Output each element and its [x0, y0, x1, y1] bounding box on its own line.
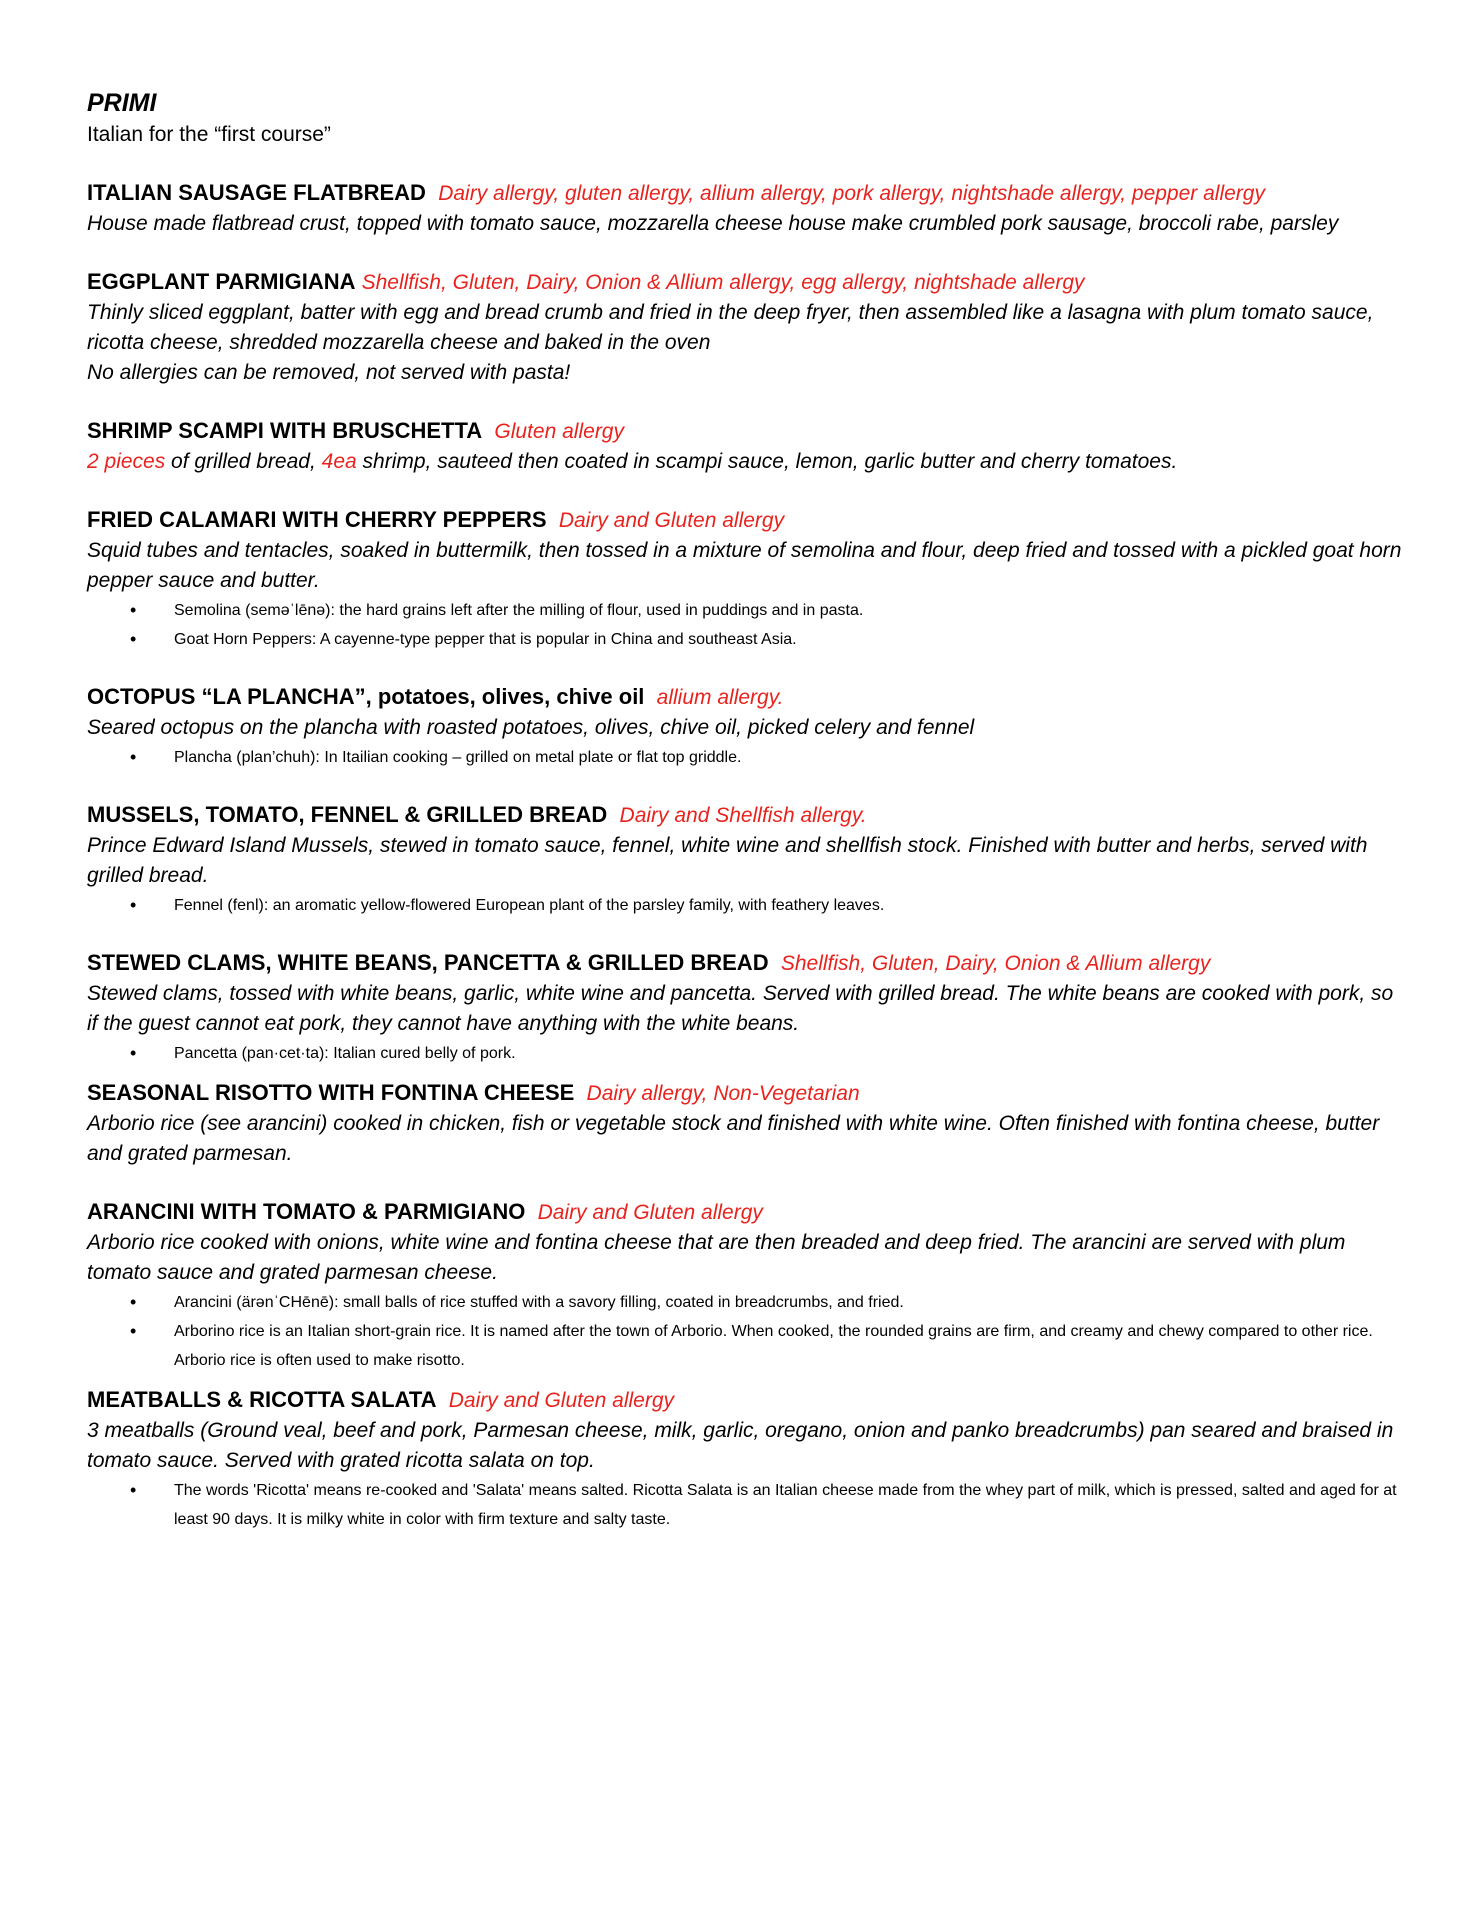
list-item: • Goat Horn Peppers: A cayenne-type pepper that is popular in China and southeast Asia.: [174, 625, 1407, 654]
dish-name: ARANCINI WITH TOMATO & PARMIGIANO: [87, 1199, 526, 1224]
menu-item-mussels: [87, 800, 1407, 920]
menu-item-stewed-clams: [87, 948, 1407, 1068]
menu-item-fried-calamari: [87, 505, 1407, 654]
notes-list: [87, 596, 1407, 654]
allergy-info: Dairy and Gluten allergy: [537, 1201, 763, 1224]
description-text: shrimp, sauteed then coated in scampi sauce, lemon, garlic butter and cherry tomatoes.: [356, 450, 1178, 473]
menu-item-eggplant-parmigiana: [87, 267, 1407, 388]
description-text: of grilled bread,: [165, 450, 322, 473]
list-item: • Arancini (ärənˈCHēnē): small balls of rice stuffed with a savory filling, coated in breadcrumbs, and fried.: [174, 1288, 1407, 1317]
menu-item-octopus: [87, 682, 1407, 772]
allergy-info: Shellfish, Gluten, Dairy, Onion & Allium allergy: [780, 952, 1211, 975]
notes-list: [87, 743, 1407, 772]
dish-description: Thinly sliced eggplant, batter with egg and bread crumb and fried in the deep fryer, then assembled like a lasagna with plum tomato sauce, ricotta cheese, shredded mozzarella cheese and baked in the oven: [87, 301, 1374, 354]
allergy-info: Dairy and Gluten allergy: [558, 509, 785, 532]
dish-name: STEWED CLAMS, WHITE BEANS, PANCETTA & GRILLED BREAD: [87, 950, 769, 975]
section-title: PRIMI: [87, 89, 157, 117]
dish-name: EGGPLANT PARMIGIANA: [87, 269, 356, 294]
menu-page: [87, 86, 1407, 1534]
portion-count: 2 pieces: [87, 450, 166, 473]
menu-item-arancini: [87, 1197, 1407, 1375]
dish-description: Prince Edward Island Mussels, stewed in tomato sauce, fennel, white wine and shellfish stock. Finished with butter and herbs, served with grilled bread.: [87, 834, 1368, 887]
allergy-info: allium allergy.: [656, 686, 784, 709]
allergy-info: Dairy and Gluten allergy: [448, 1389, 675, 1412]
menu-item-shrimp-scampi: [87, 416, 1407, 477]
dish-name: FRIED CALAMARI WITH CHERRY PEPPERS: [87, 507, 547, 532]
notes-list: [87, 891, 1407, 920]
list-item: • Semolina (seməˈlēnə): the hard grains left after the milling of flour, used in puddings and in pasta.: [174, 596, 1407, 625]
menu-item-meatballs: [87, 1385, 1407, 1534]
menu-item-seasonal-risotto: [87, 1078, 1407, 1169]
list-item: • Fennel (fenl): an aromatic yellow-flowered European plant of the parsley family, with feathery leaves.: [174, 891, 1407, 920]
allergy-info: Dairy allergy, gluten allergy, allium allergy, pork allergy, nightshade allergy, pepper allergy: [438, 182, 1265, 205]
section-subtitle: Italian for the “first course”: [87, 123, 331, 146]
list-item: • Plancha (plan’chuh): In Itailian cooking – grilled on metal plate or flat top griddle.: [174, 743, 1407, 772]
allergy-info: Dairy allergy, Non-Vegetarian: [586, 1082, 860, 1105]
list-item: • The words 'Ricotta' means re-cooked and 'Salata' means salted. Ricotta Salata is an Italian cheese made from the whey part of milk, which is pressed, salted and aged for at least 90 days. It is milky white in color with firm texture and salty taste.: [174, 1476, 1407, 1534]
allergy-info: Gluten allergy: [494, 420, 624, 443]
allergy-info: Shellfish, Gluten, Dairy, Onion & Allium allergy, egg allergy, nightshade allergy: [361, 271, 1085, 294]
dish-description: Arborio rice (see arancini) cooked in chicken, fish or vegetable stock and finished with white wine. Often finished with fontina cheese, butter and grated parmesan.: [87, 1112, 1380, 1165]
dish-name: ITALIAN SAUSAGE FLATBREAD: [87, 180, 426, 205]
dish-description: House made flatbread crust, topped with tomato sauce, mozzarella cheese house make crumbled pork sausage, broccoli rabe, parsley: [87, 212, 1339, 235]
notes-list: [87, 1288, 1407, 1375]
dish-description: Seared octopus on the plancha with roasted potatoes, olives, chive oil, picked celery and fennel: [87, 716, 975, 739]
notes-list: [87, 1039, 1407, 1068]
dish-description: Stewed clams, tossed with white beans, garlic, white wine and pancetta. Served with grilled bread. The white beans are cooked with pork, so if the guest cannot eat pork, they cannot have anything with the white beans.: [87, 982, 1394, 1035]
dish-name: OCTOPUS “LA PLANCHA”, potatoes, olives, chive oil: [87, 684, 645, 709]
dish-name: MEATBALLS & RICOTTA SALATA: [87, 1387, 437, 1412]
list-item: • Pancetta (pan·cet·ta): Italian cured belly of pork.: [174, 1039, 1407, 1068]
dish-description: 3 meatballs (Ground veal, beef and pork, Parmesan cheese, milk, garlic, oregano, onion and panko breadcrumbs) pan seared and braised in tomato sauce. Served with grated ricotta salata on top.: [87, 1419, 1394, 1472]
notes-list: [87, 1476, 1407, 1534]
portion-count: 4ea: [321, 450, 357, 473]
dish-name: SHRIMP SCAMPI WITH BRUSCHETTA: [87, 418, 483, 443]
dish-description: Squid tubes and tentacles, soaked in buttermilk, then tossed in a mixture of semolina and flour, deep fried and tossed with a pickled goat horn pepper sauce and butter.: [87, 539, 1402, 592]
dish-description: Arborio rice cooked with onions, white wine and fontina cheese that are then breaded and deep fried. The arancini are served with plum tomato sauce and grated parmesan cheese.: [87, 1231, 1346, 1284]
allergy-info: Dairy and Shellfish allergy.: [619, 804, 867, 827]
list-item: • Arborino rice is an Italian short-grain rice. It is named after the town of Arborio. When cooked, the rounded grains are firm, and creamy and chewy compared to other rice. Arborio rice is often used to make risotto.: [174, 1317, 1407, 1375]
dish-name: MUSSELS, TOMATO, FENNEL & GRILLED BREAD: [87, 802, 608, 827]
dish-name: SEASONAL RISOTTO WITH FONTINA CHEESE: [87, 1080, 575, 1105]
dish-description: [87, 447, 1407, 477]
dish-note: No allergies can be removed, not served with pasta!: [87, 361, 571, 384]
menu-item-sausage-flatbread: [87, 178, 1407, 239]
